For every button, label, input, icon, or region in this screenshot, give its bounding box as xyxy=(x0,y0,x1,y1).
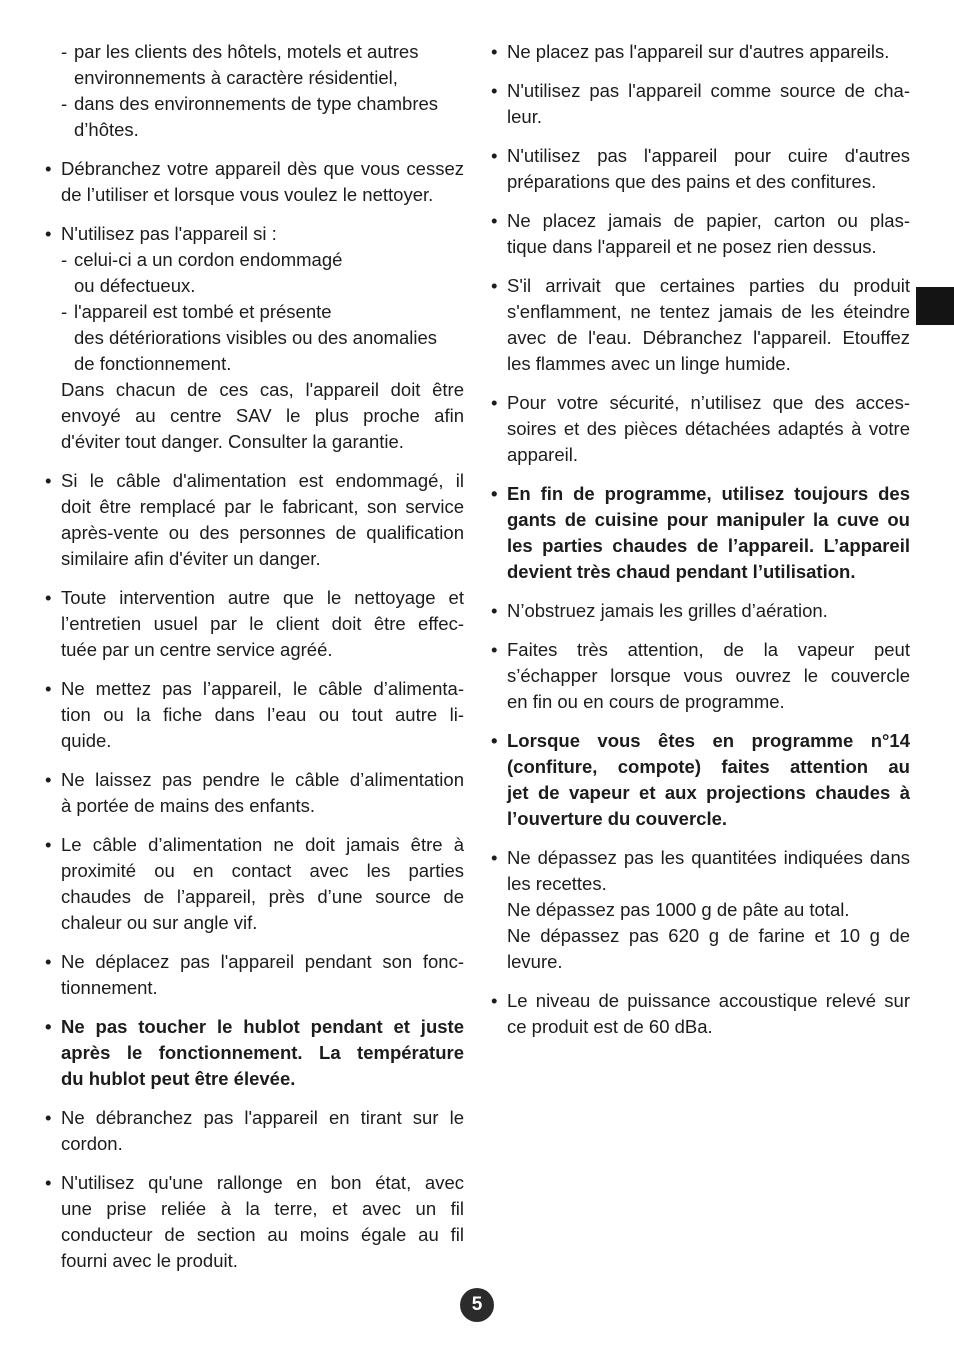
right-column xyxy=(488,39,910,1053)
dash-subitem xyxy=(61,39,464,91)
bullet-marker: • xyxy=(491,41,498,62)
bullet-marker: • xyxy=(491,639,498,660)
bullet-marker: • xyxy=(491,275,498,296)
text-line: Ne mettez pas l’appareil, le câble d’alimenta- xyxy=(61,678,464,699)
text-line: dans des environnements de type chambres xyxy=(74,93,439,114)
text-line: Débranchez votre appareil dès que vous cessez xyxy=(61,158,464,179)
bullet-marker: • xyxy=(491,210,498,231)
text-line: du hublot peut être élevée. xyxy=(61,1068,296,1089)
text-line: devient très chaud pendant l’utilisation. xyxy=(507,561,856,582)
text-line: celui-ci a un cordon endommagé xyxy=(74,249,343,270)
paragraph xyxy=(507,390,910,468)
bullet-item xyxy=(42,1105,464,1157)
bullet-item xyxy=(488,481,910,585)
text-line: cordon. xyxy=(61,1133,123,1154)
dash-marker: - xyxy=(61,249,68,270)
paragraph xyxy=(507,39,910,65)
text-line: gants de cuisine pour manipuler la cuve ou xyxy=(507,509,910,530)
bullet-marker: • xyxy=(491,600,498,621)
paragraph xyxy=(507,988,910,1040)
bullet-item xyxy=(488,988,910,1040)
paragraph xyxy=(61,156,464,208)
bullet-item xyxy=(488,845,910,975)
text-line: à portée de mains des enfants. xyxy=(61,795,316,816)
text-line: tique dans l'appareil et ne posez rien dessus. xyxy=(507,236,877,257)
bullet-marker: • xyxy=(491,145,498,166)
paragraph xyxy=(507,845,910,897)
bullet-marker: • xyxy=(45,678,52,699)
dash-marker: - xyxy=(61,301,68,322)
section-thumb-tab xyxy=(916,287,954,325)
left-column xyxy=(42,39,464,1287)
bullet-marker: • xyxy=(45,1107,52,1128)
text-line: leur. xyxy=(507,106,542,127)
paragraph xyxy=(507,481,910,585)
bullet-item xyxy=(488,728,910,832)
bullet-item xyxy=(488,78,910,130)
continuation-item xyxy=(42,39,464,143)
bullet-marker: • xyxy=(491,847,498,868)
paragraph xyxy=(507,637,910,715)
text-line: avec de l'eau. Débranchez l'appareil. Etouffez xyxy=(507,327,910,348)
paragraph xyxy=(507,923,910,975)
text-line: Ne débranchez pas l'appareil en tirant sur le xyxy=(61,1107,464,1128)
text-line: après le fonctionnement. La température xyxy=(61,1042,464,1063)
paragraph xyxy=(61,585,464,663)
bullet-marker: • xyxy=(491,80,498,101)
text-line: similaire afin d'éviter un danger. xyxy=(61,548,321,569)
paragraph xyxy=(61,1014,464,1092)
bullet-item xyxy=(42,468,464,572)
dash-marker: - xyxy=(61,93,68,114)
paragraph xyxy=(61,377,464,455)
bullet-marker: • xyxy=(491,990,498,1011)
text-line: chaleur ou sur angle vif. xyxy=(61,912,258,933)
text-line: jet de vapeur et aux projections chaudes à xyxy=(507,782,910,803)
bullet-item xyxy=(42,585,464,663)
text-line: environnements à caractère résidentiel, xyxy=(74,67,398,88)
text-line: l’ouverture du couvercle. xyxy=(507,808,728,829)
text-line: les recettes. xyxy=(507,873,607,894)
text-line: envoyé au centre SAV le plus proche afin xyxy=(61,405,464,426)
paragraph xyxy=(61,221,464,247)
bullet-marker: • xyxy=(45,587,52,608)
paragraph xyxy=(507,143,910,195)
bullet-item xyxy=(42,767,464,819)
text-line: Ne laissez pas pendre le câble d’alimentation xyxy=(61,769,464,790)
paragraph xyxy=(507,78,910,130)
text-line: des détériorations visibles ou des anomalies xyxy=(74,327,438,348)
text-line: l'appareil est tombé et présente xyxy=(74,301,332,322)
text-line: appareil. xyxy=(507,444,578,465)
text-line: Si le câble d'alimentation est endommagé, il xyxy=(61,470,464,491)
text-line: Le câble d’alimentation ne doit jamais être à xyxy=(61,834,464,855)
text-line: s'enflamment, ne tentez jamais de les éteindre xyxy=(507,301,910,322)
bullet-item xyxy=(488,39,910,65)
bullet-item xyxy=(42,221,464,455)
page-number: 5 xyxy=(471,1294,483,1315)
bullet-item xyxy=(488,390,910,468)
text-line: les flammes avec un linge humide. xyxy=(507,353,791,374)
bullet-item xyxy=(488,273,910,377)
text-line: Le niveau de puissance accoustique relevé sur xyxy=(507,990,910,1011)
paragraph xyxy=(507,728,910,832)
text-line: N'utilisez pas l'appareil si : xyxy=(61,223,277,244)
text-line: s’échapper lorsque vous ouvrez le couvercle xyxy=(507,665,910,686)
text-line: préparations que des pains et des confitures. xyxy=(507,171,877,192)
paragraph xyxy=(507,897,910,923)
text-line: S'il arrivait que certaines parties du produit xyxy=(507,275,910,296)
text-line: (confiture, compote) faites attention au xyxy=(507,756,910,777)
text-line: ce produit est de 60 dBa. xyxy=(507,1016,713,1037)
paragraph xyxy=(61,1170,464,1274)
text-line: par les clients des hôtels, motels et autres xyxy=(74,41,419,62)
dash-subitem xyxy=(61,247,464,299)
text-line: Faites très attention, de la vapeur peut xyxy=(507,639,910,660)
text-line: Ne pas toucher le hublot pendant et juste xyxy=(61,1016,464,1037)
paragraph xyxy=(61,1105,464,1157)
bullet-item xyxy=(42,676,464,754)
bullet-marker: • xyxy=(45,1172,52,1193)
bullet-marker: • xyxy=(45,158,52,179)
text-line: après-vente ou des personnes de qualification xyxy=(61,522,464,543)
bullet-item xyxy=(42,1170,464,1274)
text-line: tionnement. xyxy=(61,977,158,998)
text-line: soires et des pièces détachées adaptés à votre xyxy=(507,418,910,439)
text-line: d’hôtes. xyxy=(74,119,139,140)
text-line: Ne déplacez pas l'appareil pendant son fonc- xyxy=(61,951,464,972)
text-line: tuée par un centre service agréé. xyxy=(61,639,333,660)
text-line: Toute intervention autre que le nettoyage et xyxy=(61,587,464,608)
text-line: une prise reliée à la terre, et avec un fil xyxy=(61,1198,464,1219)
text-line: N'utilisez pas l'appareil pour cuire d'autres xyxy=(507,145,910,166)
text-line: Ne dépassez pas les quantitées indiquées dans xyxy=(507,847,910,868)
text-line: tion ou la fiche dans l’eau ou tout autre li- xyxy=(61,704,464,725)
bullet-marker: • xyxy=(45,834,52,855)
text-line: N'utilisez qu'une rallonge en bon état, avec xyxy=(61,1172,464,1193)
text-line: de fonctionnement. xyxy=(74,353,232,374)
bullet-item xyxy=(488,208,910,260)
text-line: Lorsque vous êtes en programme n°14 xyxy=(507,730,910,751)
bullet-marker: • xyxy=(45,223,52,244)
text-line: doit être remplacé par le fabricant, son service xyxy=(61,496,464,517)
bullet-marker: • xyxy=(491,730,498,751)
paragraph xyxy=(61,676,464,754)
bullet-item xyxy=(42,1014,464,1092)
text-line: Ne dépassez pas 1000 g de pâte au total. xyxy=(507,899,850,920)
text-line: En fin de programme, utilisez toujours des xyxy=(507,483,910,504)
dash-subitem xyxy=(61,91,464,143)
dash-marker: - xyxy=(61,41,68,62)
bullet-item xyxy=(42,832,464,936)
paragraph xyxy=(61,949,464,1001)
paragraph xyxy=(61,767,464,819)
text-line: chaudes de l’appareil, près d’une source de xyxy=(61,886,464,907)
paragraph xyxy=(507,598,910,624)
text-line: Ne placez pas l'appareil sur d'autres appareils. xyxy=(507,41,890,62)
bullet-item xyxy=(488,598,910,624)
paragraph xyxy=(61,832,464,936)
text-line: levure. xyxy=(507,951,563,972)
bullet-item xyxy=(42,949,464,1001)
bullet-marker: • xyxy=(45,1016,52,1037)
bullet-item xyxy=(42,156,464,208)
text-line: quide. xyxy=(61,730,112,751)
text-line: proximité ou en contact avec les parties xyxy=(61,860,464,881)
text-line: les parties chaudes de l’appareil. L’appareil xyxy=(507,535,910,556)
paragraph xyxy=(507,273,910,377)
text-line: Ne dépassez pas 620 g de farine et 10 g de xyxy=(507,925,910,946)
text-line: en fin ou en cours de programme. xyxy=(507,691,785,712)
paragraph xyxy=(507,208,910,260)
text-line: ou défectueux. xyxy=(74,275,196,296)
bullet-marker: • xyxy=(491,392,498,413)
paragraph xyxy=(61,468,464,572)
text-line: Dans chacun de ces cas, l'appareil doit être xyxy=(61,379,464,400)
bullet-item xyxy=(488,637,910,715)
text-line: Ne placez jamais de papier, carton ou plas- xyxy=(507,210,910,231)
text-line: de l’utiliser et lorsque vous voulez le nettoyer. xyxy=(61,184,434,205)
bullet-marker: • xyxy=(45,769,52,790)
page-number-badge xyxy=(460,1288,494,1322)
bullet-marker: • xyxy=(491,483,498,504)
text-line: fourni avec le produit. xyxy=(61,1250,238,1271)
bullet-item xyxy=(488,143,910,195)
text-line: l’entretien usuel par le client doit être effec- xyxy=(61,613,464,634)
text-line: Pour votre sécurité, n’utilisez que des acces- xyxy=(507,392,910,413)
text-line: N’obstruez jamais les grilles d’aération. xyxy=(507,600,828,621)
text-line: conducteur de section au moins égale au fil xyxy=(61,1224,464,1245)
bullet-marker: • xyxy=(45,470,52,491)
text-line: d'éviter tout danger. Consulter la garantie. xyxy=(61,431,404,452)
dash-subitem xyxy=(61,299,464,377)
text-line: N'utilisez pas l'appareil comme source de cha- xyxy=(507,80,910,101)
bullet-marker: • xyxy=(45,951,52,972)
